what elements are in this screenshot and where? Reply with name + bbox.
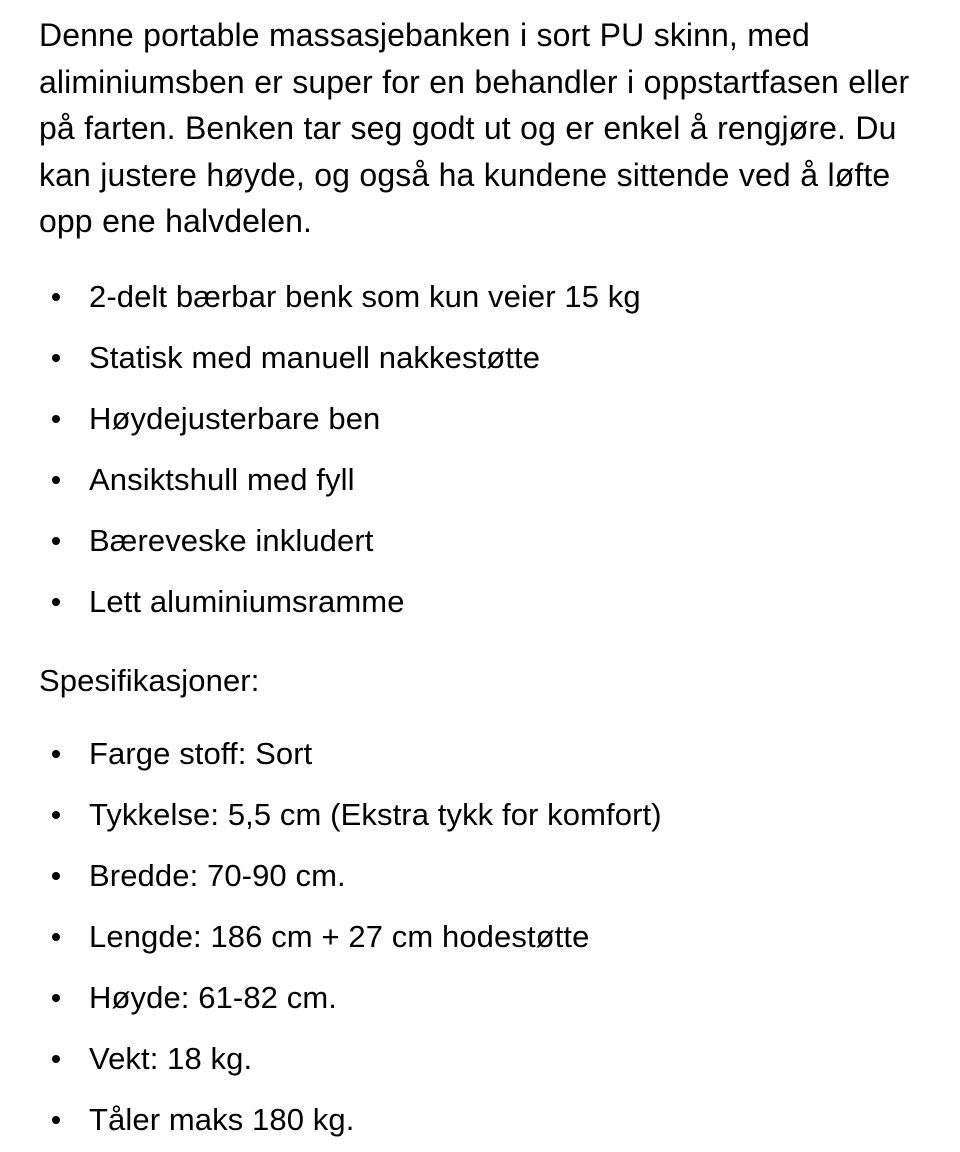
list-item: Høydejusterbare ben — [0, 388, 900, 449]
feature-list — [0, 266, 900, 632]
list-item: Vekt: 18 kg. — [0, 1028, 900, 1089]
list-item: Lengde: 186 cm + 27 cm hodestøtte — [0, 906, 900, 967]
list-item: Statisk med manuell nakkestøtte — [0, 327, 900, 388]
list-item: 2-delt bærbar benk som kun veier 15 kg — [0, 266, 900, 327]
specifications-heading: Spesifikasjoner: — [39, 663, 260, 698]
list-item: Farge stoff: Sort — [0, 723, 900, 784]
list-item: Bæreveske inkludert — [0, 510, 900, 571]
list-item: Tykkelse: 5,5 cm (Ekstra tykk for komfort) — [0, 784, 900, 845]
list-item: Høyde: 61-82 cm. — [0, 967, 900, 1028]
list-item: Lett aluminiumsramme — [0, 571, 900, 632]
intro-paragraph: Denne portable massasjebanken i sort PU skinn, med aliminiumsben er super for en behandler i oppstartfasen eller på farten. Benken tar seg godt ut og er enkel å rengjøre. Du kan justere høyde, og også ha kundene sittende ved å løfte opp ene halvdelen. — [39, 17, 910, 239]
specifications-list — [0, 723, 900, 1150]
list-item: Tåler maks 180 kg. — [0, 1089, 900, 1150]
list-item: Bredde: 70-90 cm. — [0, 845, 900, 906]
list-item: Ansiktshull med fyll — [0, 449, 900, 510]
